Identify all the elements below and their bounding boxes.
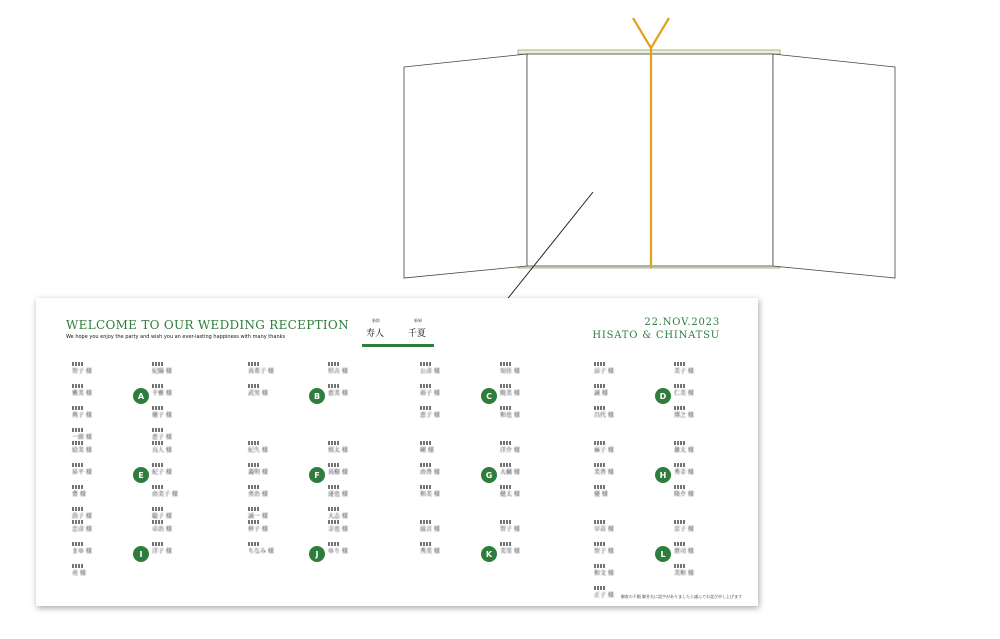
guest-name-text: 誠 様 xyxy=(594,390,608,397)
guest-name-text: 恵子 様 xyxy=(152,434,172,441)
guest-name xyxy=(152,428,216,442)
guest-name xyxy=(674,463,738,477)
guest-name-text: 誠一 様 xyxy=(248,513,268,520)
guest-name xyxy=(72,362,136,376)
guest-name xyxy=(248,384,312,398)
guest-name xyxy=(674,520,738,534)
guest-name xyxy=(500,485,564,499)
card-subtitle: We hope you enjoy the party and wish you an ever-lasting happiness with many thanks xyxy=(66,334,286,340)
table-badge-l: L xyxy=(655,546,671,562)
guest-name-text: 和美 様 xyxy=(420,491,440,498)
guest-name-text: 和文 様 xyxy=(594,570,614,577)
guest-name xyxy=(152,485,216,499)
guest-name-text: 隆介 様 xyxy=(674,491,694,498)
guest-name-text: 綾音 様 xyxy=(420,526,440,533)
guest-name xyxy=(500,520,564,534)
guest-name xyxy=(72,485,136,499)
guest-name-text: 和也 様 xyxy=(500,412,520,419)
guest-name xyxy=(594,362,658,376)
guest-name xyxy=(328,384,392,398)
guest-name xyxy=(500,441,564,455)
table-badge-b: B xyxy=(309,388,325,404)
guest-name-text: 昌代 様 xyxy=(594,412,614,419)
guest-name xyxy=(72,384,136,398)
guest-name xyxy=(674,485,738,499)
guest-name-text: 貴司 様 xyxy=(674,548,694,555)
guest-name xyxy=(594,564,658,578)
guest-name-text: 洋介 様 xyxy=(500,447,520,454)
guest-name-text: 雄太 様 xyxy=(674,447,694,454)
guest-name xyxy=(248,520,312,534)
guest-name xyxy=(152,507,216,521)
folder-right-flap xyxy=(773,54,895,278)
guest-name xyxy=(420,384,484,398)
guest-name xyxy=(500,542,564,556)
guest-name-text: 勇治 様 xyxy=(248,491,268,498)
table-badge-k: K xyxy=(481,546,497,562)
guest-name xyxy=(500,362,564,376)
guest-name-text: 由香 様 xyxy=(420,469,440,476)
guest-name xyxy=(594,406,658,420)
guest-name-text: 涼子 様 xyxy=(594,368,614,375)
guest-name xyxy=(248,542,312,556)
guest-name-text: 豊 様 xyxy=(72,491,86,498)
guest-name-text: 優子 様 xyxy=(152,412,172,419)
guest-name xyxy=(594,520,658,534)
guest-name xyxy=(152,362,216,376)
guest-name-text: 由美子 様 xyxy=(152,491,178,498)
table-badge-h: H xyxy=(655,467,671,483)
couple-names: HISATO & CHINATSU xyxy=(592,330,720,341)
guest-name-text: 智子 様 xyxy=(72,368,92,375)
guest-name-text: 卓治 様 xyxy=(152,526,172,533)
guest-name-text: 大輔 様 xyxy=(500,469,520,476)
guest-name xyxy=(594,542,658,556)
guest-name-text: 一郎 様 xyxy=(72,434,92,441)
guest-name xyxy=(420,542,484,556)
wedding-date: 22.NOV.2023 xyxy=(644,317,720,328)
guest-name-text: 美香 様 xyxy=(594,469,614,476)
guest-name-text: 優 様 xyxy=(594,491,608,498)
guest-name xyxy=(72,507,136,521)
guest-name-text: 典子 様 xyxy=(72,412,92,419)
guest-name xyxy=(500,384,564,398)
guest-name xyxy=(328,463,392,477)
guest-name-text: 忠彦 様 xyxy=(72,526,92,533)
folder-left-flap xyxy=(404,54,527,278)
guest-name xyxy=(674,362,738,376)
guest-name-text: 大志 様 xyxy=(328,513,348,520)
guest-name xyxy=(420,463,484,477)
guest-name-text: 博之 様 xyxy=(674,412,694,419)
guest-name xyxy=(152,384,216,398)
guest-name-text: 聡子 様 xyxy=(152,513,172,520)
guest-name-text: 絵美 様 xyxy=(72,447,92,454)
guest-name xyxy=(248,463,312,477)
guest-name-text: 紀陽 様 xyxy=(152,368,172,375)
guest-name xyxy=(152,520,216,534)
guest-name-text: 美雪 様 xyxy=(500,548,520,555)
guest-name-text: 真樹 様 xyxy=(328,469,348,476)
table-badge-c: C xyxy=(481,388,497,404)
guest-name-text: 恵美 様 xyxy=(328,390,348,397)
guest-name-text: 智子 様 xyxy=(500,526,520,533)
guest-name xyxy=(72,564,136,578)
guest-name xyxy=(500,406,564,420)
guest-name-text: 美和 様 xyxy=(674,570,694,577)
guest-name-text: 良人 様 xyxy=(152,447,172,454)
table-badge-e: E xyxy=(133,467,149,483)
guest-name-text: ゆり 様 xyxy=(328,548,348,555)
guest-name-text: 昇平 様 xyxy=(72,469,92,476)
guest-name-text: 慎太 様 xyxy=(328,447,348,454)
guest-name-text: 早苗 様 xyxy=(594,526,614,533)
guest-name-text: 智子 様 xyxy=(594,548,614,555)
ribbon-end-right xyxy=(651,18,669,48)
guest-name xyxy=(248,507,312,521)
guest-name xyxy=(72,406,136,420)
table-badge-j: J xyxy=(309,546,325,562)
guest-name xyxy=(674,384,738,398)
guest-name-text: 正子 様 xyxy=(594,592,614,599)
guest-name-text: 浩子 様 xyxy=(72,513,92,520)
guest-name-text: 仁美 様 xyxy=(674,390,694,397)
guest-name xyxy=(420,485,484,499)
guest-name xyxy=(420,406,484,420)
guest-name-text: 雅美 様 xyxy=(72,390,92,397)
guest-name xyxy=(72,428,136,442)
table-badge-i: I xyxy=(133,546,149,562)
guest-name-text: 秀幸 様 xyxy=(674,469,694,476)
ribbon-end-left xyxy=(633,18,651,48)
bride-role: 新婦 xyxy=(414,318,422,323)
guest-name-text: 武男 様 xyxy=(248,390,268,397)
guest-name xyxy=(674,542,738,556)
guest-name xyxy=(328,485,392,499)
guest-name xyxy=(328,441,392,455)
guest-name-text: まゆ 様 xyxy=(72,548,92,555)
guest-name-text: 美子 様 xyxy=(674,368,694,375)
table-badge-g: G xyxy=(481,467,497,483)
guest-name xyxy=(152,441,216,455)
guest-name xyxy=(594,384,658,398)
guest-name xyxy=(500,463,564,477)
guest-name-text: 恵子 様 xyxy=(420,412,440,419)
guest-name xyxy=(72,441,136,455)
bride-name: 千夏 xyxy=(408,329,427,339)
guest-name xyxy=(420,362,484,376)
guest-name xyxy=(152,463,216,477)
guest-name-text: 紀子 様 xyxy=(152,469,172,476)
guest-name-text: 亮 様 xyxy=(72,570,86,577)
couple-underline xyxy=(362,344,434,347)
guest-name-text: 知佳 様 xyxy=(500,368,520,375)
guest-name xyxy=(152,542,216,556)
groom-name: 寿人 xyxy=(366,329,385,339)
footnote: 御席の不順 御芳名に誤字がありましたら謹んでお詫び申し上げます xyxy=(620,594,742,599)
guest-name xyxy=(420,520,484,534)
guest-name xyxy=(152,406,216,420)
guest-name-text: 義明 様 xyxy=(248,469,268,476)
guest-name xyxy=(594,463,658,477)
guest-name-text: 洋子 様 xyxy=(152,548,172,555)
table-badge-a: A xyxy=(133,388,149,404)
guest-name xyxy=(248,441,312,455)
guest-name xyxy=(328,507,392,521)
guest-name xyxy=(248,362,312,376)
guest-name xyxy=(72,520,136,534)
guest-name xyxy=(594,441,658,455)
guest-name-text: 京子 様 xyxy=(674,526,694,533)
guest-name-text: 千雅 様 xyxy=(152,390,172,397)
guest-name xyxy=(328,362,392,376)
guest-name-text: 暁美 様 xyxy=(500,390,520,397)
table-badge-f: F xyxy=(309,467,325,483)
guest-name-text: 伸子 様 xyxy=(248,526,268,533)
guest-name-text: 剛 様 xyxy=(420,447,434,454)
guest-name-text: 幸也 様 xyxy=(328,526,348,533)
guest-name-text: 健太 様 xyxy=(500,491,520,498)
guest-name xyxy=(72,542,136,556)
guest-name-text: 恒吉 様 xyxy=(328,368,348,375)
guest-name xyxy=(328,520,392,534)
guest-name-text: 秀美 様 xyxy=(420,548,440,555)
guest-name-text: 紀久 様 xyxy=(248,447,268,454)
guest-name-text: 真希子 様 xyxy=(248,368,274,375)
guest-name-text: ちなみ 様 xyxy=(248,548,274,555)
couple-block xyxy=(362,318,434,348)
card-title: WELCOME TO OUR WEDDING RECEPTION xyxy=(66,318,349,332)
guest-name-text: 達也 様 xyxy=(328,491,348,498)
seating-chart-card xyxy=(36,298,758,606)
guest-name-text: 裕子 様 xyxy=(420,390,440,397)
guest-name xyxy=(674,406,738,420)
guest-name xyxy=(72,463,136,477)
guest-name xyxy=(420,441,484,455)
guest-name-text: 公彦 様 xyxy=(420,368,440,375)
guest-name xyxy=(674,564,738,578)
folder-top-edge xyxy=(518,50,780,54)
groom-role: 新郎 xyxy=(372,318,380,323)
table-badge-d: D xyxy=(655,388,671,404)
guest-name-text: 麻子 様 xyxy=(594,447,614,454)
guest-name xyxy=(328,542,392,556)
guest-name xyxy=(248,485,312,499)
guest-name xyxy=(594,485,658,499)
guest-name xyxy=(674,441,738,455)
